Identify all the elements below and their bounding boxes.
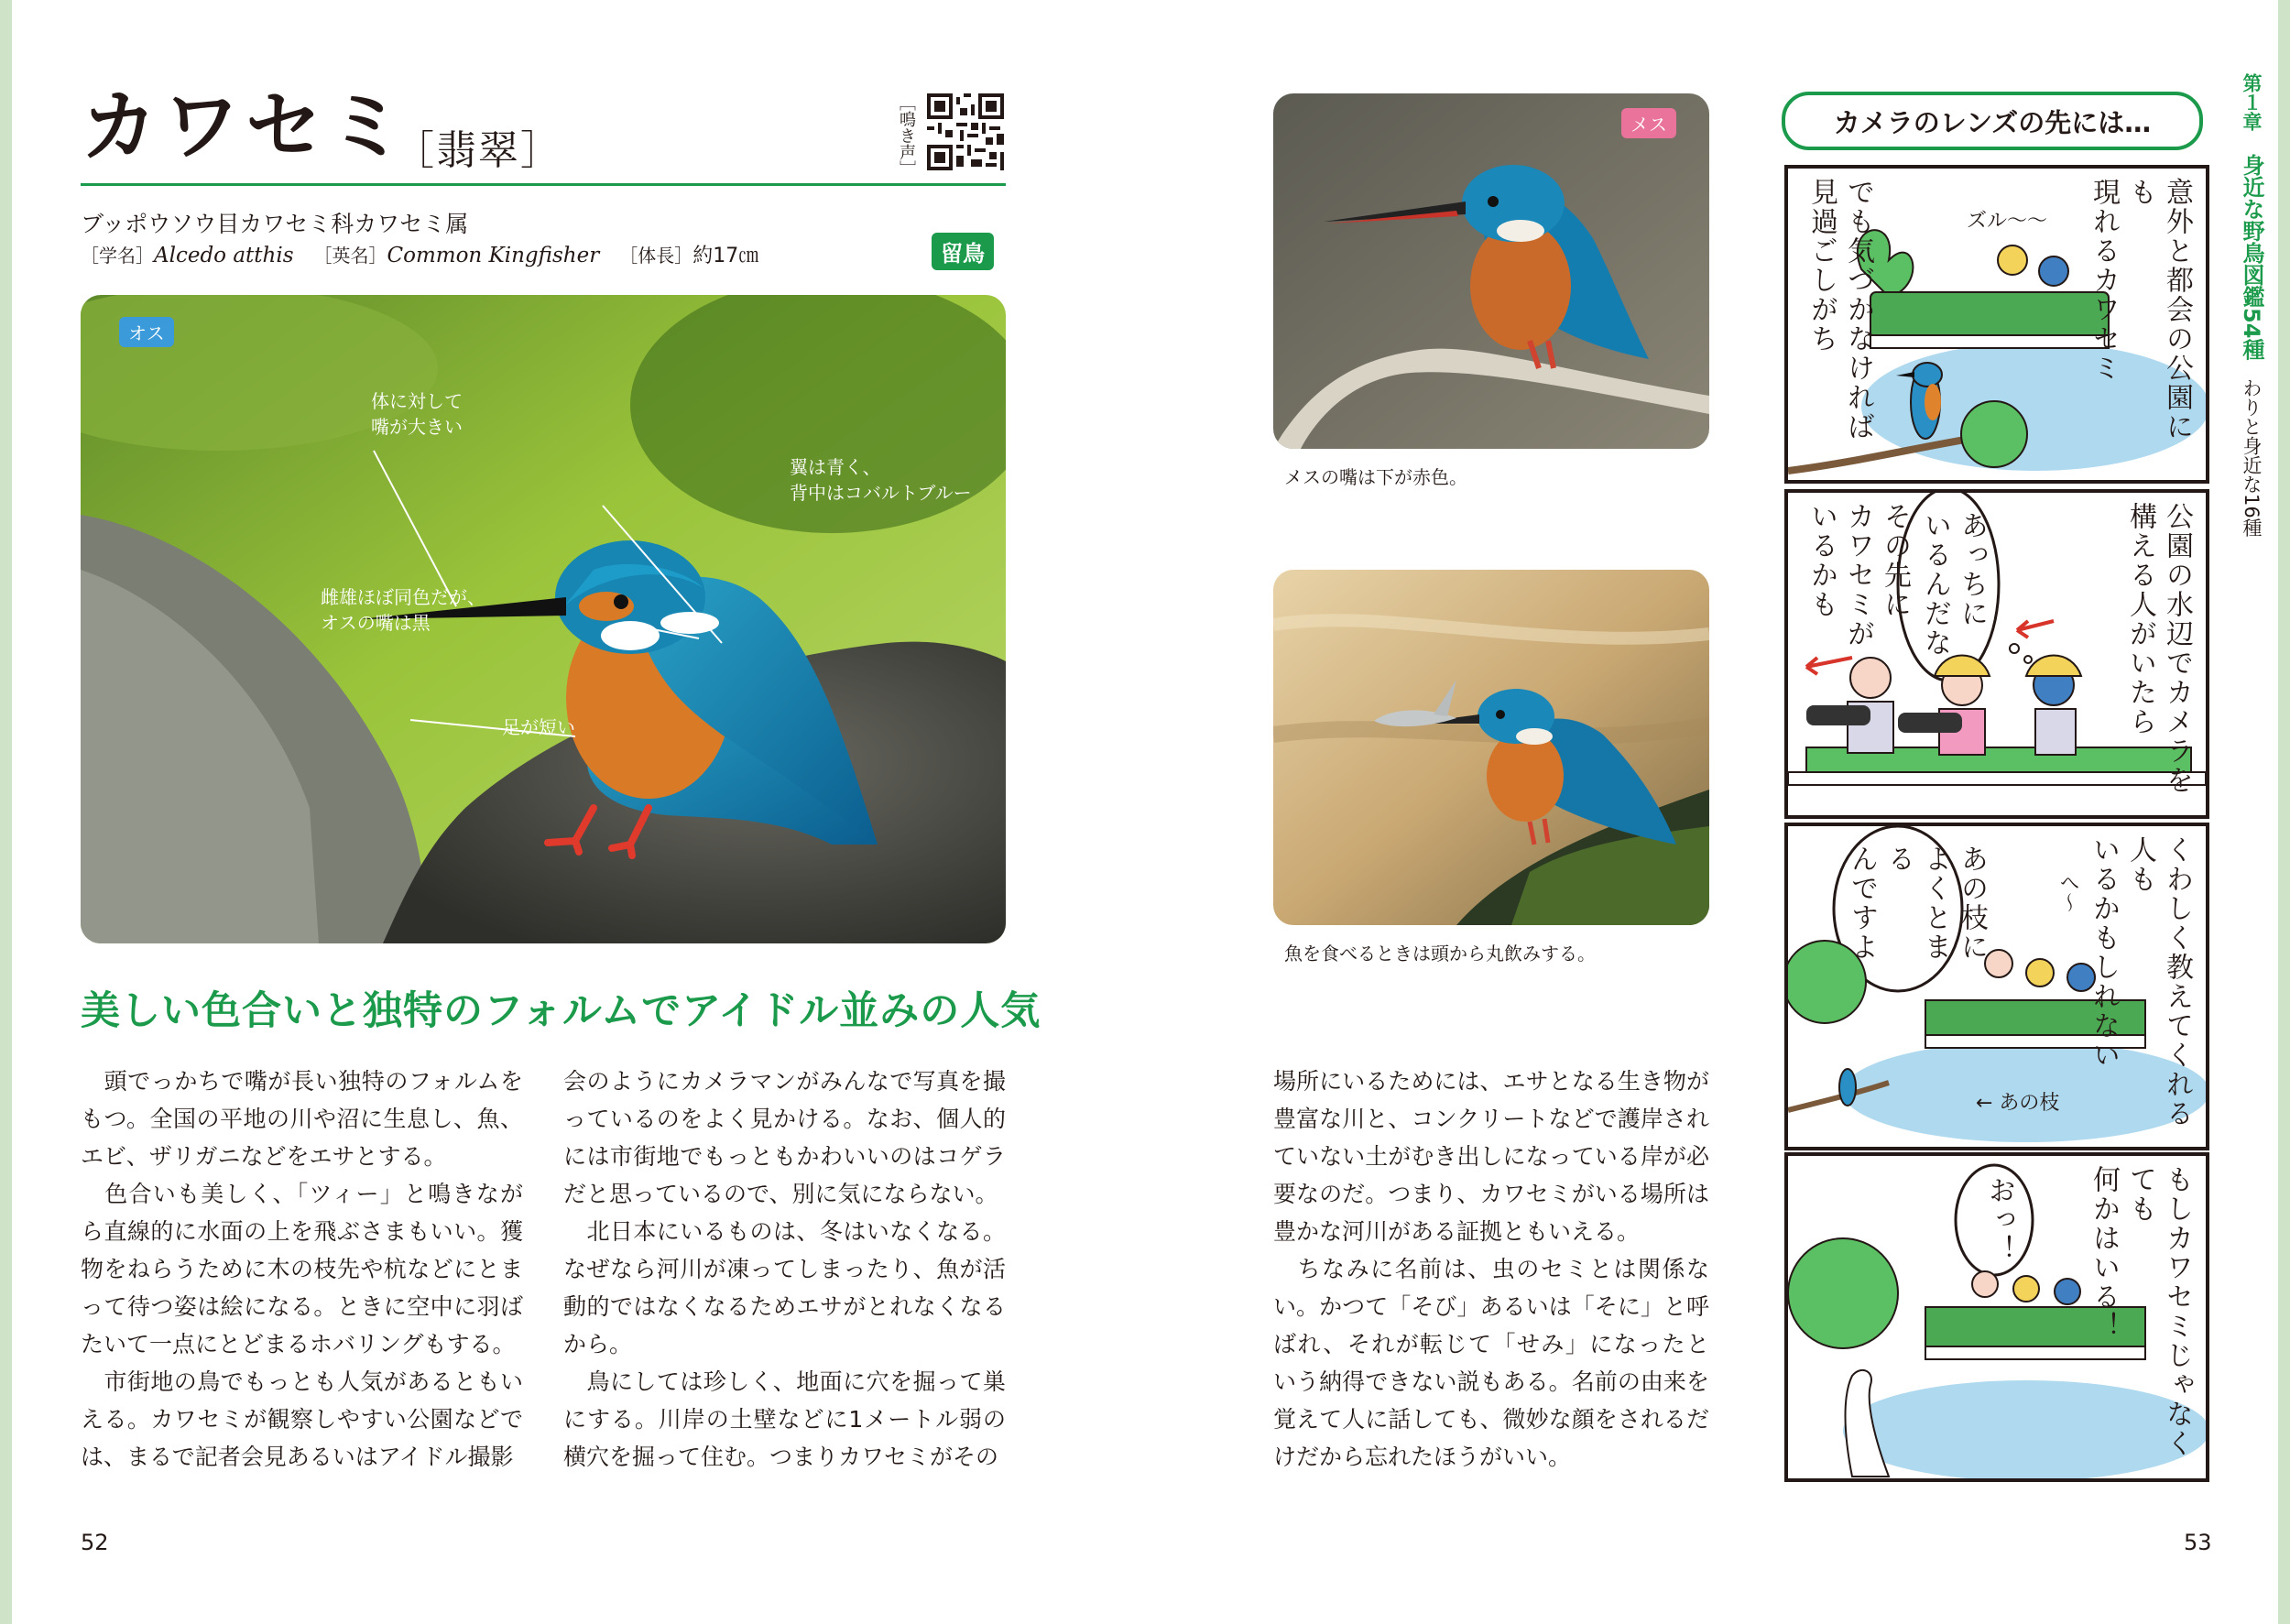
comic-panel-4 [1784, 1152, 2209, 1482]
narration-line: 見過ごしがち [1805, 178, 1837, 354]
callout-beak [371, 388, 463, 440]
callout-beak-line2: 嘴が大きい [371, 416, 463, 438]
length-value: 約17㎝ [692, 245, 759, 267]
book-section-label: 身近な野鳥図鑑54種 [2239, 154, 2264, 361]
panel-3-branch-label: ← あの枝 [1976, 1092, 2060, 1115]
scientific-label: ［学名］ [81, 245, 154, 267]
callout-wing [790, 454, 972, 506]
paragraph: 会のようにカメラマンがみんなで写真を撮っているのをよく見かける。なお、個人的には市街地でもっともかわいいのはコゲラだと思っているので、別に気にならない。 [563, 1068, 1006, 1207]
callout-beak-line1: 体に対して [371, 390, 463, 412]
comic-panel-3 [1784, 823, 2209, 1150]
title-rule [81, 183, 1006, 186]
qr-label: ［鳴き声］ [897, 94, 916, 177]
callout-wing-line1: 翼は青く、 [790, 456, 881, 478]
callout-sex-line2: オスの嘴は黒 [321, 612, 431, 634]
callout-sex [321, 584, 485, 636]
narration-line: 意外と都会の公園にも [2124, 178, 2193, 441]
male-tag: オス [119, 317, 174, 347]
chapter-label: 第１章 [2241, 73, 2263, 131]
length-label: ［体長］ [619, 245, 693, 267]
qr-code-icon[interactable] [927, 93, 1004, 170]
narration-line: 構える人がいたら [2124, 502, 2156, 736]
species-names [81, 240, 758, 268]
comic-panel-2 [1784, 489, 2209, 819]
narration-line: でも気づかなければ [1842, 178, 1874, 441]
narration-line: 何かはいる！ [2088, 1165, 2120, 1341]
body-column-1 [81, 1063, 523, 1476]
bubble-line: いるんだな [1919, 511, 1951, 658]
panel-1-narration [2085, 178, 2195, 452]
male-kingfisher-photo [81, 295, 1006, 943]
panel-1-sfx: ズル〜〜 [1967, 210, 2048, 233]
paragraph: 頭でっかちで嘴が長い独特のフォルムをもつ。全国の平地の川や沼に生息し、魚、エビ、ザリガニなどをエサとする。 [81, 1068, 523, 1170]
narration-line: カワセミが [1842, 502, 1874, 649]
bubble-line: あっちに [1956, 511, 1988, 628]
narration-line: 現れるカワセミ [2088, 178, 2120, 383]
paragraph: 鳥にしては珍しく、地面に穴を掘って巣にする。川岸の土壁などに1メートル弱の横穴を掘って住む。つまりカワセミがその [563, 1368, 1006, 1470]
paragraph: 色合いも美しく、「ツィー」と鳴きながら直線的に水面の上を飛ぶさまもいい。獲物をねらうために木の枝先や杭などにとまって待つ姿は絵になる。ときに空中に羽ばたいて一点にとどまるホバリングもする。 [81, 1181, 523, 1357]
section-subheading: 美しい色合いと独特のフォルムでアイドル並みの人気 [81, 988, 1041, 1034]
panel-4-narration [2085, 1165, 2195, 1458]
chapter-side-tab [2235, 73, 2268, 537]
panel-2-narration-2 [1803, 502, 1913, 685]
narration-line: もしカワセミじゃなくても [2124, 1165, 2193, 1458]
paragraph: 場所にいるためには、エサとなる生き物が豊富な川と、コンクリートなどで護岸されていない土がむき出しになっている岸が必要なのだ。つまり、カワセミがいる場所は豊かな河川がある証拠ともいえる。 [1273, 1068, 1709, 1245]
species-kanji: ［翡翠］ [394, 127, 562, 174]
kingfisher-eating-fish-photo [1273, 570, 1709, 925]
panel-1-narration-2 [1803, 178, 1876, 452]
narration-line: いるかも [1805, 502, 1837, 619]
status-badge: 留鳥 [932, 233, 994, 270]
panel-3-speech-bubble [1843, 845, 1990, 982]
narration-line: 公園の水辺でカメラを [2161, 502, 2193, 795]
paragraph: ちなみに名前は、虫のセミとは関係ない。かつて「そび」あるいは「そに」と呼ばれ、それが転じて「せみ」になったという納得できない説もある。名前の由来を覚えて人に話しても、微妙な顔をされるだけだから忘れたほうがいい。 [1273, 1256, 1709, 1470]
scientific-name: Alcedo atthis [154, 244, 294, 267]
female-tag: メス [1621, 108, 1676, 138]
bubble-line: んですよ [1846, 845, 1878, 962]
panel-3-sfx: へ〜 [2056, 872, 2079, 912]
body-column-2 [563, 1063, 1006, 1476]
bubble-line: あの枝に [1956, 845, 1988, 962]
narration-line: その先に [1879, 502, 1911, 619]
narration-line: いるかもしれない [2088, 835, 2120, 1070]
callout-feet: 足が短い [502, 716, 575, 738]
body-column-3 [1273, 1063, 1709, 1476]
paragraph: 北日本にいるものは、冬はいなくなる。なぜなら河川が凍ってしまったり、魚が活動的ではなくなるためエサがとれなくなるから。 [563, 1218, 1006, 1357]
english-name: Common Kingfisher [387, 244, 600, 267]
callout-wing-line2: 背中はコバルトブルー [790, 482, 972, 504]
callout-sex-line1: 雌雄ほぼ同色だが、 [321, 586, 485, 608]
paragraph: 市街地の鳥でもっとも人気があるともいえる。カワセミが観察しやすい公園などでは、まるで記者会見あるいはアイドル撮影 [81, 1368, 523, 1470]
female-caption: メスの嘴は下が赤色。 [1284, 466, 1467, 488]
comic-panel-1 [1784, 165, 2209, 484]
taxonomy: ブッポウソウ目カワセミ科カワセミ属 [81, 211, 469, 237]
subsection-label: わりと身近な16種 [2241, 377, 2263, 538]
comic-title: カメラのレンズの先には… [1782, 92, 2203, 150]
panel-3-narration [2085, 835, 2195, 1128]
page-number-right: 53 [2184, 1530, 2212, 1555]
english-label: ［英名］ [313, 245, 387, 267]
page-number-left: 52 [81, 1530, 109, 1555]
species-title: カワセミ [81, 82, 411, 171]
female-kingfisher-photo [1273, 93, 1709, 449]
panel-4-speech-bubble: おっ！ [1983, 1176, 2015, 1264]
narration-line: くわしく教えてくれる人も [2124, 835, 2193, 1128]
fish-caption: 魚を食べるときは頭から丸飲みする。 [1284, 943, 1596, 965]
panel-2-speech-bubble [1916, 511, 1990, 667]
panel-2-narration [2121, 502, 2195, 795]
bubble-line: よくとまる [1882, 845, 1951, 962]
